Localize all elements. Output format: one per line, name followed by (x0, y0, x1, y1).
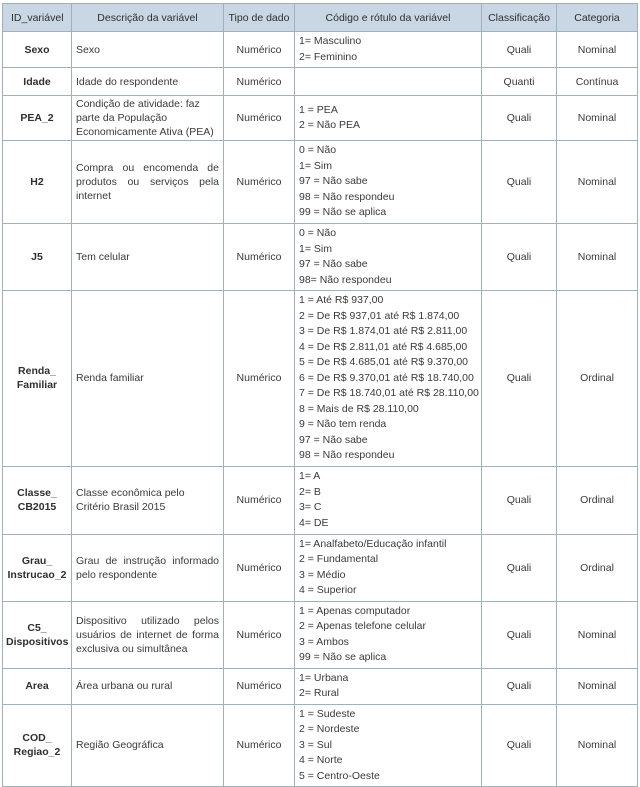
code-label: 99 = Não se aplica (299, 206, 387, 219)
data-type: Numérico (224, 601, 295, 668)
data-type: Numérico (224, 32, 295, 68)
code-label: 1= Sim (299, 159, 332, 172)
code-label: 3= C (299, 501, 322, 513)
variable-id-line: Classe_ (17, 487, 57, 499)
table-row (3, 96, 638, 141)
code-label: 0 = Não (299, 227, 337, 239)
classification: Quali (482, 601, 557, 668)
category: Nominal (557, 224, 638, 291)
variable-description: Grau de instrução informado pelo respondente (72, 534, 224, 601)
category: Ordinal (557, 534, 638, 601)
code-label: 4 = De R$ 2.811,01 até R$ 4.685,00 (299, 340, 468, 353)
classification: Quali (482, 704, 557, 787)
variable-id-line: Idade (23, 75, 51, 88)
variable-codes (295, 291, 482, 467)
variable-id-line: C5_ (27, 621, 47, 634)
code-label: 8 = Mais de R$ 28.110,00 (299, 402, 419, 415)
variable-id-line: Sexo (24, 43, 50, 56)
variable-id-line: Area (25, 680, 49, 692)
data-type: Numérico (224, 68, 295, 96)
table-row (3, 601, 638, 668)
table-row (3, 291, 638, 467)
variable-codes (295, 601, 482, 668)
code-label: 98 = Não respondeu (299, 449, 395, 461)
code-label: 97 = Não sabe (299, 175, 368, 188)
variable-dictionary (2, 3, 637, 787)
variable-id (3, 141, 72, 224)
code-label: 2 = De R$ 937,01 até R$ 1.874,00 (299, 309, 460, 322)
variable-description: Condição de atividade: faz parte da População Economicamente Ativa (PEA) (72, 96, 224, 141)
code-label: 1= Urbana (299, 671, 349, 684)
code-label: 1 = Apenas computador (299, 604, 411, 617)
variable-id-line: Grau_ (21, 554, 53, 567)
data-type: Numérico (224, 668, 295, 704)
code-label: 0 = Não (299, 144, 337, 157)
variable-id-line: Renda_ (18, 365, 56, 378)
code-label: 3 = De R$ 1.874,01 até R$ 2.811,00 (299, 325, 468, 337)
table-row (3, 704, 638, 787)
table-row (3, 668, 638, 704)
data-type: Numérico (224, 224, 295, 291)
variable-id-line: H2 (30, 176, 44, 188)
classification: Quali (482, 224, 557, 291)
code-label: 3 = Ambos (299, 635, 349, 648)
variable-id (3, 291, 72, 467)
variable-description: Renda familiar (72, 291, 224, 467)
classification: Quanti (482, 68, 557, 96)
category: Nominal (557, 704, 638, 787)
table-row (3, 534, 638, 601)
code-label: 2= Rural (299, 687, 339, 699)
variable-id (3, 668, 72, 704)
table-row (3, 68, 638, 96)
variable-codes (295, 668, 482, 704)
classification: Quali (482, 32, 557, 68)
table-row (3, 141, 638, 224)
code-label: 97 = Não sabe (299, 433, 368, 446)
code-label: 98= Não respondeu (299, 273, 392, 286)
data-type: Numérico (224, 466, 295, 534)
variable-description: Tem celular (72, 224, 224, 291)
header-category: Categoria (557, 4, 638, 32)
classification: Quali (482, 534, 557, 601)
variable-description: Área urbana ou rural (72, 668, 224, 704)
variable-codes (295, 141, 482, 224)
code-label: 3 = Sul (299, 738, 332, 751)
variable-codes (295, 224, 482, 291)
variable-description: Dispositivo utilizado pelos usuários de internet de forma exclusiva ou simultânea (72, 601, 224, 668)
variable-id-line: Dispositivos (6, 635, 69, 648)
variable-description: Compra ou encomenda de produtos ou serviços pela internet (72, 141, 224, 224)
table-row (3, 32, 638, 68)
code-label: 99 = Não se aplica (299, 651, 387, 663)
variable-description: Região Geográfica (72, 704, 224, 787)
variable-id (3, 534, 72, 601)
variable-description: Classe econômica pelo Critério Brasil 2015 (72, 466, 224, 534)
variable-id-line: Instrucao_2 (7, 568, 67, 581)
code-label: 2 = Apenas telefone celular (299, 620, 426, 632)
classification: Quali (482, 291, 557, 467)
code-label: 2= B (299, 485, 321, 498)
code-label: 1= A (299, 470, 321, 482)
data-type: Numérico (224, 96, 295, 141)
category: Nominal (557, 141, 638, 224)
code-label: 4= DE (299, 516, 329, 529)
code-label: 1 = Até R$ 937,00 (299, 294, 384, 306)
code-label: 6 = De R$ 9.370,01 até R$ 18.740,00 (299, 371, 474, 384)
variable-id (3, 224, 72, 291)
variable-codes (295, 68, 482, 96)
code-label: 9 = Não tem renda (299, 418, 387, 430)
variable-table (2, 3, 638, 787)
category: Nominal (557, 96, 638, 141)
classification: Quali (482, 141, 557, 224)
header-data-type: Tipo de dado (224, 4, 295, 32)
category: Nominal (557, 668, 638, 704)
code-label: 97 = Não sabe (299, 258, 368, 270)
classification: Quali (482, 668, 557, 704)
table-header-row (3, 4, 638, 32)
category: Nominal (557, 601, 638, 668)
table-row (3, 466, 638, 534)
data-type: Numérico (224, 534, 295, 601)
variable-id-line: Familiar (16, 379, 58, 392)
variable-id (3, 32, 72, 68)
header-codes: Código e rótulo da variável (295, 4, 482, 32)
code-label: 7 = De R$ 18.740,01 até R$ 28.110,00 (299, 387, 479, 399)
code-label: 1= Analfabeto/Educação infantil (299, 537, 447, 550)
code-label: 5 = De R$ 4.685,01 até R$ 9.370,00 (299, 356, 468, 368)
variable-description: Sexo (72, 32, 224, 68)
code-label: 1= Masculino (299, 35, 362, 47)
table-row (3, 224, 638, 291)
code-label: 4 = Norte (299, 754, 343, 766)
category: Contínua (557, 68, 638, 96)
variable-id-line: Regiao_2 (13, 746, 61, 759)
variable-codes (295, 32, 482, 68)
category: Ordinal (557, 291, 638, 467)
variable-id-line: J5 (31, 251, 43, 263)
classification: Quali (482, 96, 557, 141)
header-id: ID_variável (3, 4, 72, 32)
category: Nominal (557, 32, 638, 68)
header-classification: Classificação (482, 4, 557, 32)
data-type: Numérico (224, 291, 295, 467)
code-label: 2 = Fundamental (299, 553, 379, 565)
variable-id-line: PEA_2 (20, 112, 54, 124)
code-label: 2= Feminino (299, 50, 358, 63)
code-label: 1= Sim (299, 242, 332, 255)
code-label: 1 = PEA (299, 103, 338, 116)
variable-id (3, 96, 72, 141)
variable-id (3, 704, 72, 787)
variable-id-line: COD_ (22, 732, 52, 745)
code-label: 1 = Sudeste (299, 707, 356, 720)
variable-id-line: CB2015 (17, 501, 57, 513)
variable-id (3, 601, 72, 668)
code-label: 2 = Nordeste (299, 723, 360, 735)
variable-codes (295, 466, 482, 534)
variable-codes (295, 534, 482, 601)
category: Ordinal (557, 466, 638, 534)
code-label: 5 = Centro-Oeste (299, 769, 380, 782)
code-label: 3 = Médio (299, 568, 346, 581)
variable-id (3, 466, 72, 534)
variable-codes (295, 96, 482, 141)
code-label: 2 = Não PEA (299, 119, 360, 131)
code-label: 98 = Não respondeu (299, 190, 395, 203)
data-type: Numérico (224, 704, 295, 787)
variable-codes (295, 704, 482, 787)
variable-id (3, 68, 72, 96)
classification: Quali (482, 466, 557, 534)
header-description: Descrição da variável (72, 4, 224, 32)
code-label: 4 = Superior (299, 584, 357, 596)
data-type: Numérico (224, 141, 295, 224)
variable-description: Idade do respondente (72, 68, 224, 96)
